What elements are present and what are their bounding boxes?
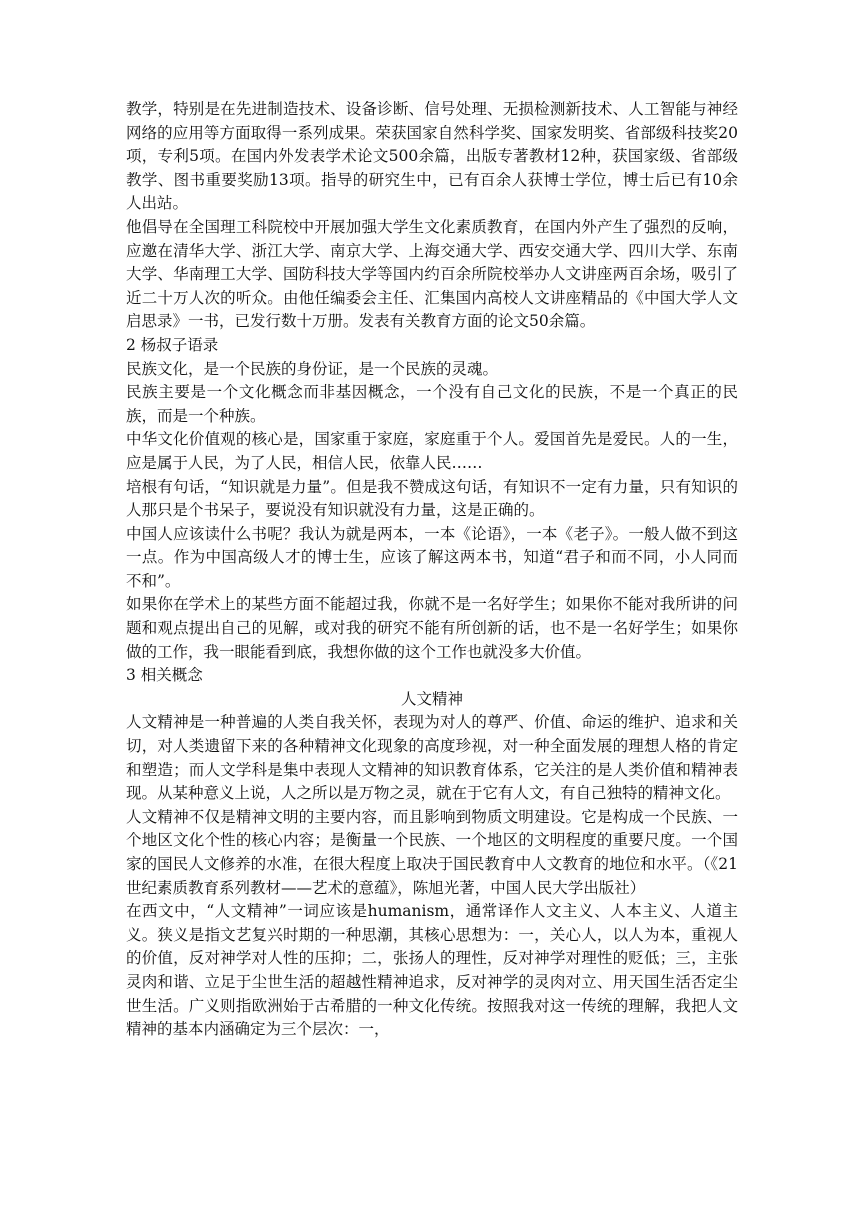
quote-paragraph: 培根有句话，“知识就是力量”。但是我不赞成这句话，有知识不一定有力量，只有知识的人那只是个书呆子，要说没有知识就没有力量，这是正确的。 xyxy=(126,477,738,520)
concept-paragraph: 人文精神不仅是精神文明的主要内容，而且影响到物质文明建设。它是构成一个民族、一个地区文化个性的核心内容；是衡量一个民族、一个地区的文明程度的重要尺度。一个国家的国民人文修养的水准，在很大程度上取决于国民教育中人文教育的地位和水平。（《21世纪素质教育系列教材——艺术的意蕴》，陈旭光著，中国人民大学出版社） xyxy=(126,807,738,897)
paragraph-cultural-education: 他倡导在全国理工科院校中开展加强大学生文化素质教育，在国内外产生了强烈的反响，应邀在清华大学、浙江大学、南京大学、上海交通大学、西安交通大学、四川大学、东南大学、华南理工大学、国防科技大学等国内约百余所院校举办人文讲座两百余场，吸引了近二十万人次的听众。由他任编委会主任、汇集国内高校人文讲座精品的《中国大学人文启思录》一书，已发行数十万册。发表有关教育方面的论文50余篇。 xyxy=(126,217,738,331)
concept-paragraph: 人文精神是一种普遍的人类自我关怀，表现为对人的尊严、价值、命运的维护、追求和关切，对人类遗留下来的各种精神文化现象的高度珍视，对一种全面发展的理想人格的肯定和塑造；而人文学科是集中表现人文精神的知识教育体系，它关注的是人类价值和精神表现。从某种意义上说，人之所以是万物之灵，就在于它有人文，有自己独特的精神文化。 xyxy=(126,713,738,803)
quote-paragraph: 中国人应该读什么书呢？我认为就是两本，一本《论语》，一本《老子》。一般人做不到这一点。作为中国高级人才的博士生，应该了解这两本书，知道“君子和而不同，小人同而不和”。 xyxy=(126,524,738,590)
concept-paragraph: 在西文中，“人文精神”一词应该是humanism，通常译作人文主义、人本主义、人道主义。狭义是指文艺复兴时期的一种思潮，其核心思想为：一，关心人，以人为本，重视人的价值，反对神学对人性的压抑；二，张扬人的理性，反对神学对理性的贬低；三，主张灵肉和谐、立足于尘世生活的超越性精神追求，反对神学的灵肉对立、用天国生活否定尘世生活。广义则指欧洲始于古希腊的一种文化传统。按照我对这一传统的理解，我把人文精神的基本内涵确定为三个层次：一， xyxy=(126,902,738,1039)
quote-paragraph: 民族文化，是一个民族的身份证，是一个民族的灵魂。 xyxy=(126,359,499,378)
document-page xyxy=(126,98,738,1042)
quote-paragraph: 如果你在学术上的某些方面不能超过我，你就不是一名好学生；如果你不能对我所讲的问题和观点提出自己的见解，或对我的研究不能有所创新的话，也不是一名好学生；如果你做的工作，我一眼能看到底，我想你做的这个工作也就没多大价值。 xyxy=(126,595,738,661)
section-heading-concepts: 3 相关概念 xyxy=(126,666,203,685)
quote-paragraph: 民族主要是一个文化概念而非基因概念，一个没有自己文化的民族，不是一个真正的民族，而是一个种族。 xyxy=(126,383,738,425)
subsection-title: 人文精神 xyxy=(400,689,463,708)
paragraph-achievements: 教学，特别是在先进制造技术、设备诊断、信号处理、无损检测新技术、人工智能与神经网络的应用等方面取得一系列成果。荣获国家自然科学奖、国家发明奖、省部级科技奖20项，专利5项。在国内外发表学术论文500余篇，出版专著教材12种，获国家级、省部级教学、图书重要奖励13项。指导的研究生中，已有百余人获博士学位，博士后已有10余人出站。 xyxy=(126,100,738,213)
quote-paragraph: 中华文化价值观的核心是，国家重于家庭，家庭重于个人。爱国首先是爱民。人的一生，应是属于人民，为了人民，相信人民，依靠人民…… xyxy=(126,430,738,472)
section-heading-quotes: 2 杨叔子语录 xyxy=(126,335,219,354)
